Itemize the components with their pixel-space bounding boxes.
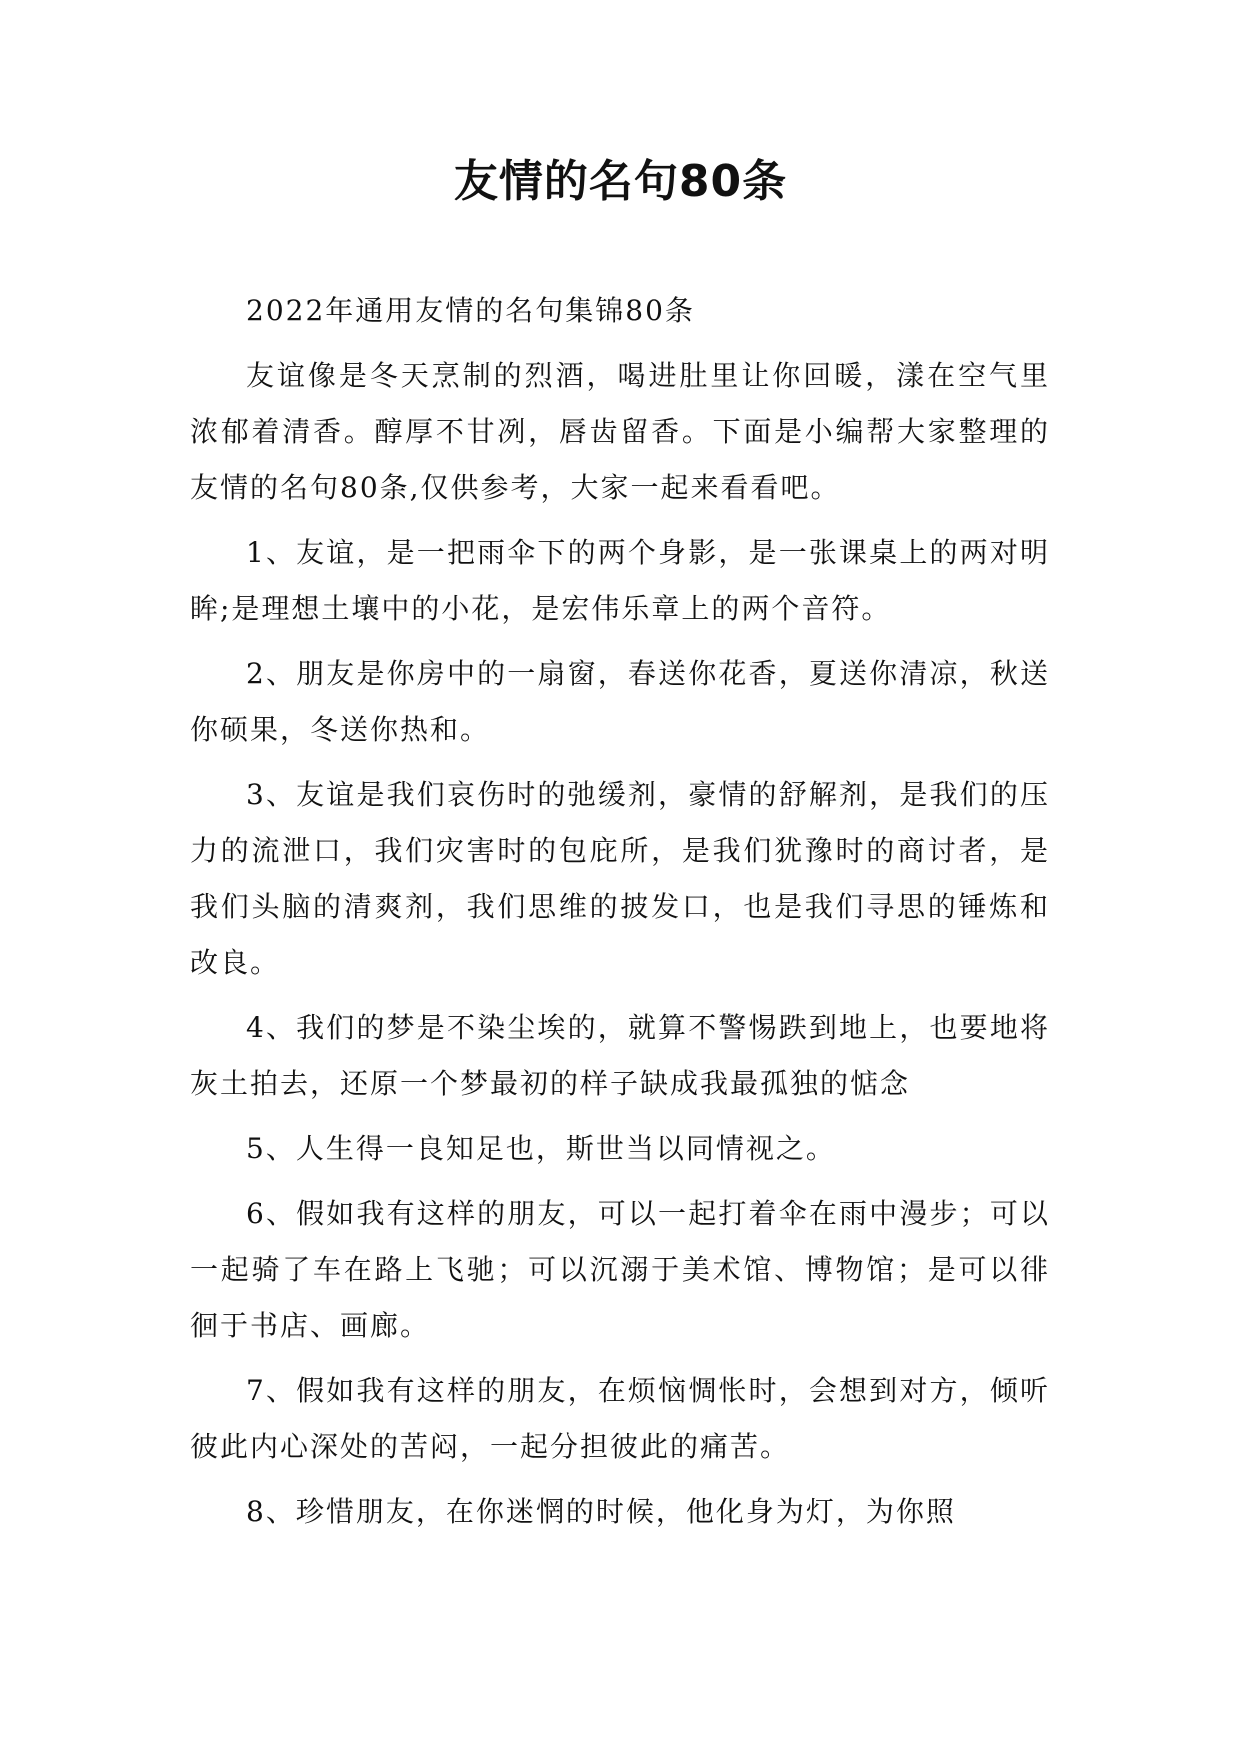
quote-paragraph-4: 4、我们的梦是不染尘埃的，就算不警惕跌到地上，也要地将灰土拍去，还原一个梦最初的样子缺成我最孤独的惦念 bbox=[190, 1011, 1050, 1100]
quote-paragraph-2: 2、朋友是你房中的一扇窗，春送你花香，夏送你清凉，秋送你硕果，冬送你热和。 bbox=[190, 657, 1050, 746]
intro-paragraph: 友谊像是冬天烹制的烈酒，喝进肚里让你回暖，漾在空气里浓郁着清香。醇厚不甘冽，唇齿留香。下面是小编帮大家整理的友情的名句80条,仅供参考，大家一起来看看吧。 bbox=[190, 359, 1050, 504]
document-title: 友情的名句80条 bbox=[453, 156, 788, 207]
quote-paragraph-6: 6、假如我有这样的朋友，可以一起打着伞在雨中漫步；可以一起骑了车在路上飞驰；可以沉溺于美术馆、博物馆；是可以徘徊于书店、画廊。 bbox=[190, 1197, 1050, 1342]
quote-paragraph-1: 1、友谊，是一把雨伞下的两个身影，是一张课桌上的两对明眸;是理想土壤中的小花，是宏伟乐章上的两个音符。 bbox=[190, 536, 1050, 625]
quote-paragraph-7: 7、假如我有这样的朋友，在烦恼惆怅时，会想到对方，倾听彼此内心深处的苦闷，一起分担彼此的痛苦。 bbox=[190, 1374, 1050, 1463]
document-body bbox=[190, 283, 1050, 1549]
subtitle-paragraph: 2022年通用友情的名句集锦80条 bbox=[246, 294, 695, 327]
quote-paragraph-8: 8、珍惜朋友，在你迷惘的时候，他化身为灯，为你照 bbox=[246, 1495, 956, 1528]
quote-paragraph-5: 5、人生得一良知足也，斯世当以同情视之。 bbox=[246, 1132, 836, 1165]
quote-paragraph-3: 3、友谊是我们哀伤时的弛缓剂，豪情的舒解剂，是我们的压力的流泄口，我们灾害时的包庇所，是我们犹豫时的商讨者，是我们头脑的清爽剂，我们思维的披发口，也是我们寻思的锤炼和改良。 bbox=[190, 778, 1050, 979]
